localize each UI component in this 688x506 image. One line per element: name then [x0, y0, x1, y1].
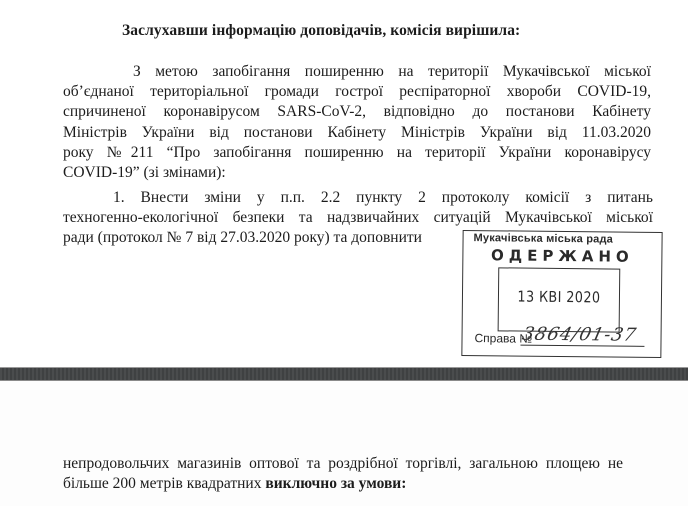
paragraph-line: [63, 474, 623, 494]
decision-heading: Заслухавши інформацію доповідачів, комісія вирішила:: [122, 22, 521, 39]
paragraph-line: непродовольчих магазинів оптової та роздрібної торгівлі, загальною площею не: [63, 455, 623, 472]
stamp-date: 13 КВІ 2020: [517, 287, 601, 307]
paragraph-line: спричиненої коронавірусом SARS-CoV-2, відповідно до постанови Кабінету: [63, 103, 651, 121]
paragraph-continuation: [63, 454, 623, 494]
paragraph-text: більше 200 метрів квадратних: [63, 475, 266, 493]
paragraph-line: COVID-19” (зі змінами):: [63, 164, 226, 182]
stamp-title: ОДЕРЖАНО: [490, 246, 634, 266]
paragraph-line: об’єднаної територіальної громади гострої респіраторної хвороби COVID-19,: [63, 83, 651, 101]
paragraph-line: техногенно-екологічної безпеки та надзвичайних ситуацій Мукачівської міської: [63, 209, 653, 227]
paragraph-line: ради (протокол № 7 від 27.03.2020 року) та доповнити: [63, 229, 422, 247]
stamp-organization: Мукачівська міська рада: [473, 232, 614, 246]
received-stamp: [461, 230, 662, 358]
paragraph-bold-text: виключно за умови:: [265, 475, 407, 493]
stamp-case-label: Справа №: [474, 331, 533, 346]
stamp-case-number: 3864/01-37: [520, 323, 639, 346]
paragraph-line: З метою запобігання поширенню на території Мукачівської міської: [133, 63, 651, 80]
page-separator-bar: [0, 367, 688, 381]
paragraph-line: Міністрів України від постанови Кабінету Міністрів України від 11.03.2020: [63, 123, 651, 141]
paragraph-purpose: [63, 62, 651, 183]
paragraph-line: 1. Внести зміни у п.п. 2.2 пункту 2 протоколу комісії з питань: [113, 189, 653, 206]
paragraph-line: року №211 “Про запобігання поширенню на території України коронавірусу: [63, 143, 651, 161]
stamp-date-box: [498, 267, 621, 332]
